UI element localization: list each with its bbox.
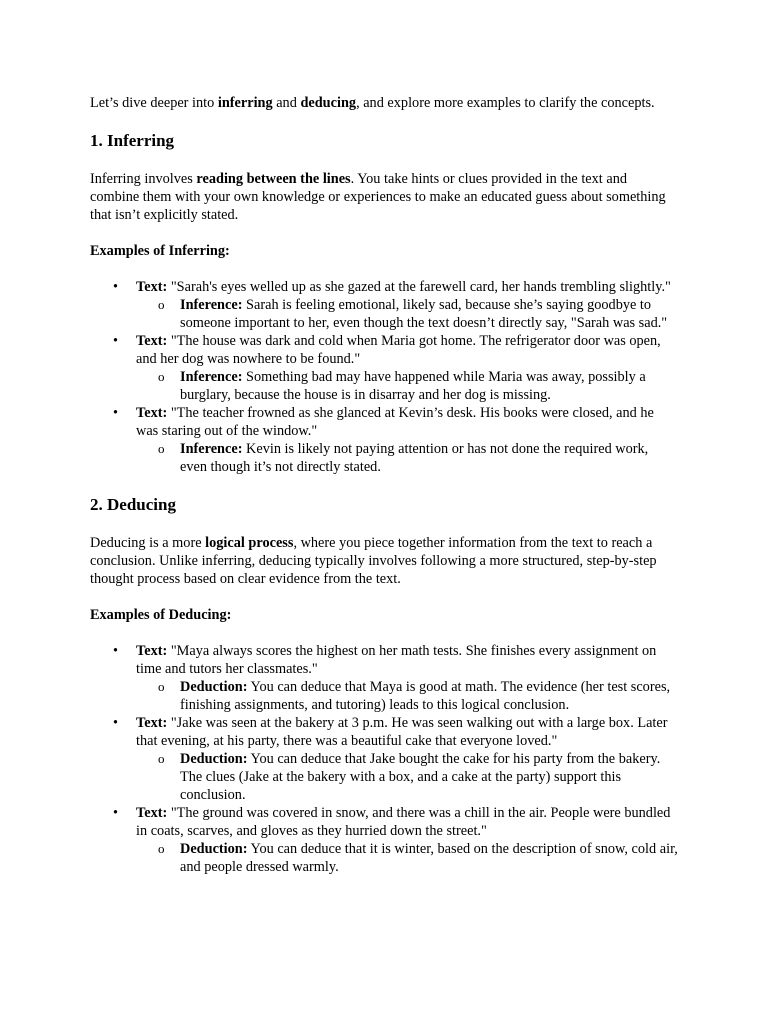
- deducing-examples-list: [90, 642, 678, 876]
- list-item: • Text: "Sarah's eyes welled up as she gazed at the farewell card, her hands trembling slightly." o Inference: Sarah is feeling emotional, likely sad, because she’s saying goodbye to someone important to her, even though the text doesn’t directly say, "Sarah was sad.": [90, 278, 678, 332]
- inferring-paragraph: Inferring involves reading between the lines. You take hints or clues provided in the text and combine them with your own knowledge or experiences to make an educated guess about something that isn’t explicitly stated.: [90, 171, 666, 223]
- inferring-heading: 1. Inferring: [90, 131, 175, 150]
- list-item: • Text: "Jake was seen at the bakery at 3 p.m. He was seen walking out with a large box. Later that evening, at his party, there was a beautiful cake that everyone loved." o Deduction: You can deduce that Jake bought the cake for his party from the bakery. The clues (Jake at the bakery with a box, and a cake at the party) support this conclusion.: [90, 714, 678, 804]
- list-item: • Text: "The house was dark and cold when Maria got home. The refrigerator door was open, and her dog was nowhere to be found." o Inference: Something bad may have happened while Maria was away, possibly a burglary, because the house is in disarray and her dog is missing.: [90, 332, 678, 404]
- deducing-examples-title: Examples of Deducing:: [90, 607, 232, 623]
- inferring-examples-list: [90, 278, 678, 476]
- inferring-examples-title: Examples of Inferring:: [90, 243, 230, 259]
- intro-paragraph: Let’s dive deeper into inferring and deducing, and explore more examples to clarify the concepts.: [90, 95, 655, 111]
- deducing-heading: 2. Deducing: [90, 495, 176, 514]
- list-item: • Text: "Maya always scores the highest on her math tests. She finishes every assignment on time and tutors her classmates." o Deduction: You can deduce that Maya is good at math. The evidence (her test scores, finishing assignments, and tutoring) leads to this logical conclusion.: [90, 642, 678, 714]
- sub-list-item: o Deduction: You can deduce that Maya is good at math. The evidence (her test scores, finishing assignments, and tutoring) leads to this logical conclusion.: [136, 678, 678, 714]
- sub-list-item: o Deduction: You can deduce that Jake bought the cake for his party from the bakery. The clues (Jake at the bakery with a box, and a cake at the party) support this conclusion.: [136, 750, 678, 804]
- deducing-paragraph: Deducing is a more logical process, where you piece together information from the text to reach a conclusion. Unlike inferring, deducing typically involves following a more structured, step-by-step thought process based on clear evidence from the text.: [90, 535, 657, 587]
- sub-list-item: o Inference: Something bad may have happened while Maria was away, possibly a burglary, because the house is in disarray and her dog is missing.: [136, 368, 678, 404]
- sub-list-item: o Inference: Kevin is likely not paying attention or has not done the required work, even though it’s not directly stated.: [136, 440, 678, 476]
- list-item: • Text: "The teacher frowned as she glanced at Kevin’s desk. His books were closed, and he was staring out of the window." o Inference: Kevin is likely not paying attention or has not done the required work, even though it’s not directly stated.: [90, 404, 678, 476]
- sub-list-item: o Inference: Sarah is feeling emotional, likely sad, because she’s saying goodbye to someone important to her, even though the text doesn’t directly say, "Sarah was sad.": [136, 296, 678, 332]
- sub-list-item: o Deduction: You can deduce that it is winter, based on the description of snow, cold air, and people dressed warmly.: [136, 840, 678, 876]
- list-item: • Text: "The ground was covered in snow, and there was a chill in the air. People were bundled in coats, scarves, and gloves as they hurried down the street." o Deduction: You can deduce that it is winter, based on the description of snow, cold air, and people dressed warmly.: [90, 804, 678, 876]
